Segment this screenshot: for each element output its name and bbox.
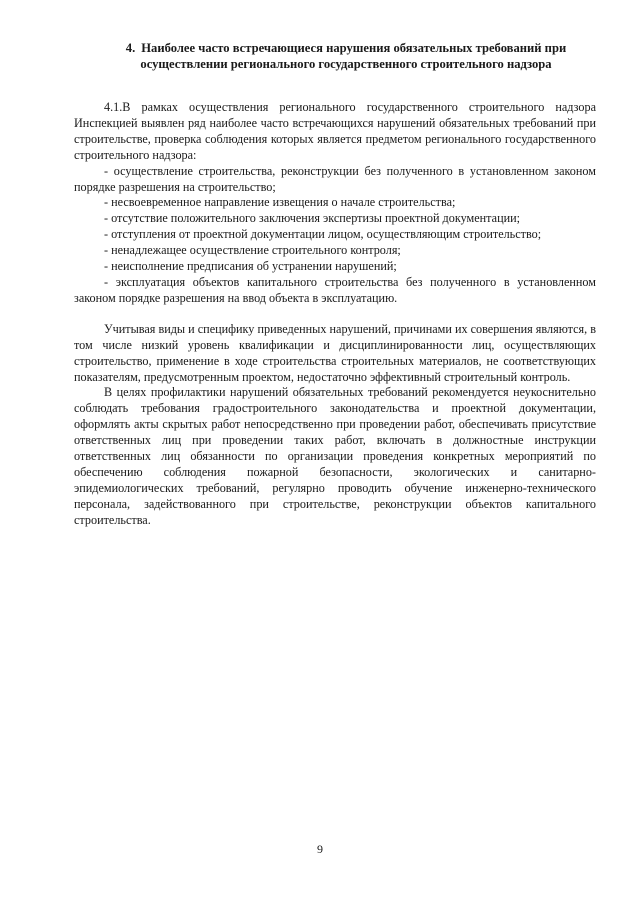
violation-item: - отступления от проектной документации лицом, осуществляющим строительство; [104,227,542,242]
page-number: 9 [317,842,323,856]
section-title: Наиболее часто встречающиеся нарушения обязательных требований при осуществлении регионального государственного строительного надзора [140,41,567,71]
section-heading [96,40,596,72]
violation-item: - отсутствие положительного заключения экспертизы проектной документации; [104,211,521,226]
violation-item: - ненадлежащее осуществление строительного контроля; [104,243,401,258]
document-body [74,100,596,529]
violation-item: - эксплуатация объектов капитального строительства без полученного в установленном законом порядке разрешения на ввод объекта в эксплуатацию. [74,274,596,305]
intro-paragraph: 4.1.В рамках осуществления регионального государственного строительного надзора Инспекцией выявлен ряд наиболее часто встречающихся нарушений обязательных требований при строительстве, проверка соблюдения которых является предметом регионального государственного строительного надзора: [74,100,596,162]
violation-item: - неисполнение предписания об устранении нарушений; [104,259,397,274]
violation-item: - осуществление строительства, реконструкции без полученного в установленном законом порядке разрешения на строительство; [74,163,596,194]
causes-paragraph: Учитывая виды и специфику приведенных нарушений, причинами их совершения являются, в том числе низкий уровень квалификации и дисциплинированности лиц, осуществляющих строительство, применение в ходе строительства строительных материалов, не соответствующих показателям, предусмотренным проектом, недостаточно эффективный строительный контроль. [74,321,596,384]
recommendations-paragraph: В целях профилактики нарушений обязательных требований рекомендуется неукоснительно соблюдать требования градостроительного законодательства и проектной документации, оформлять акты скрытых работ непосредственно при проведении работ, обеспечивать присутствие ответственных лиц при проведении таких работ, включать в должностные инструкции ответственных лиц обязанности по организации проведения конкретных мероприятий по обеспечению соблюдения пожарной безопасности, экологических и санитарно-эпидемиологических требований, регулярно проводить обучение инженерно-технического персонала, задействованного при строительстве, реконструкции объектов капитального строительства. [74,385,596,527]
section-number: 4. [125,41,136,55]
violation-item: - несвоевременное направление извещения о начале строительства; [104,195,456,210]
